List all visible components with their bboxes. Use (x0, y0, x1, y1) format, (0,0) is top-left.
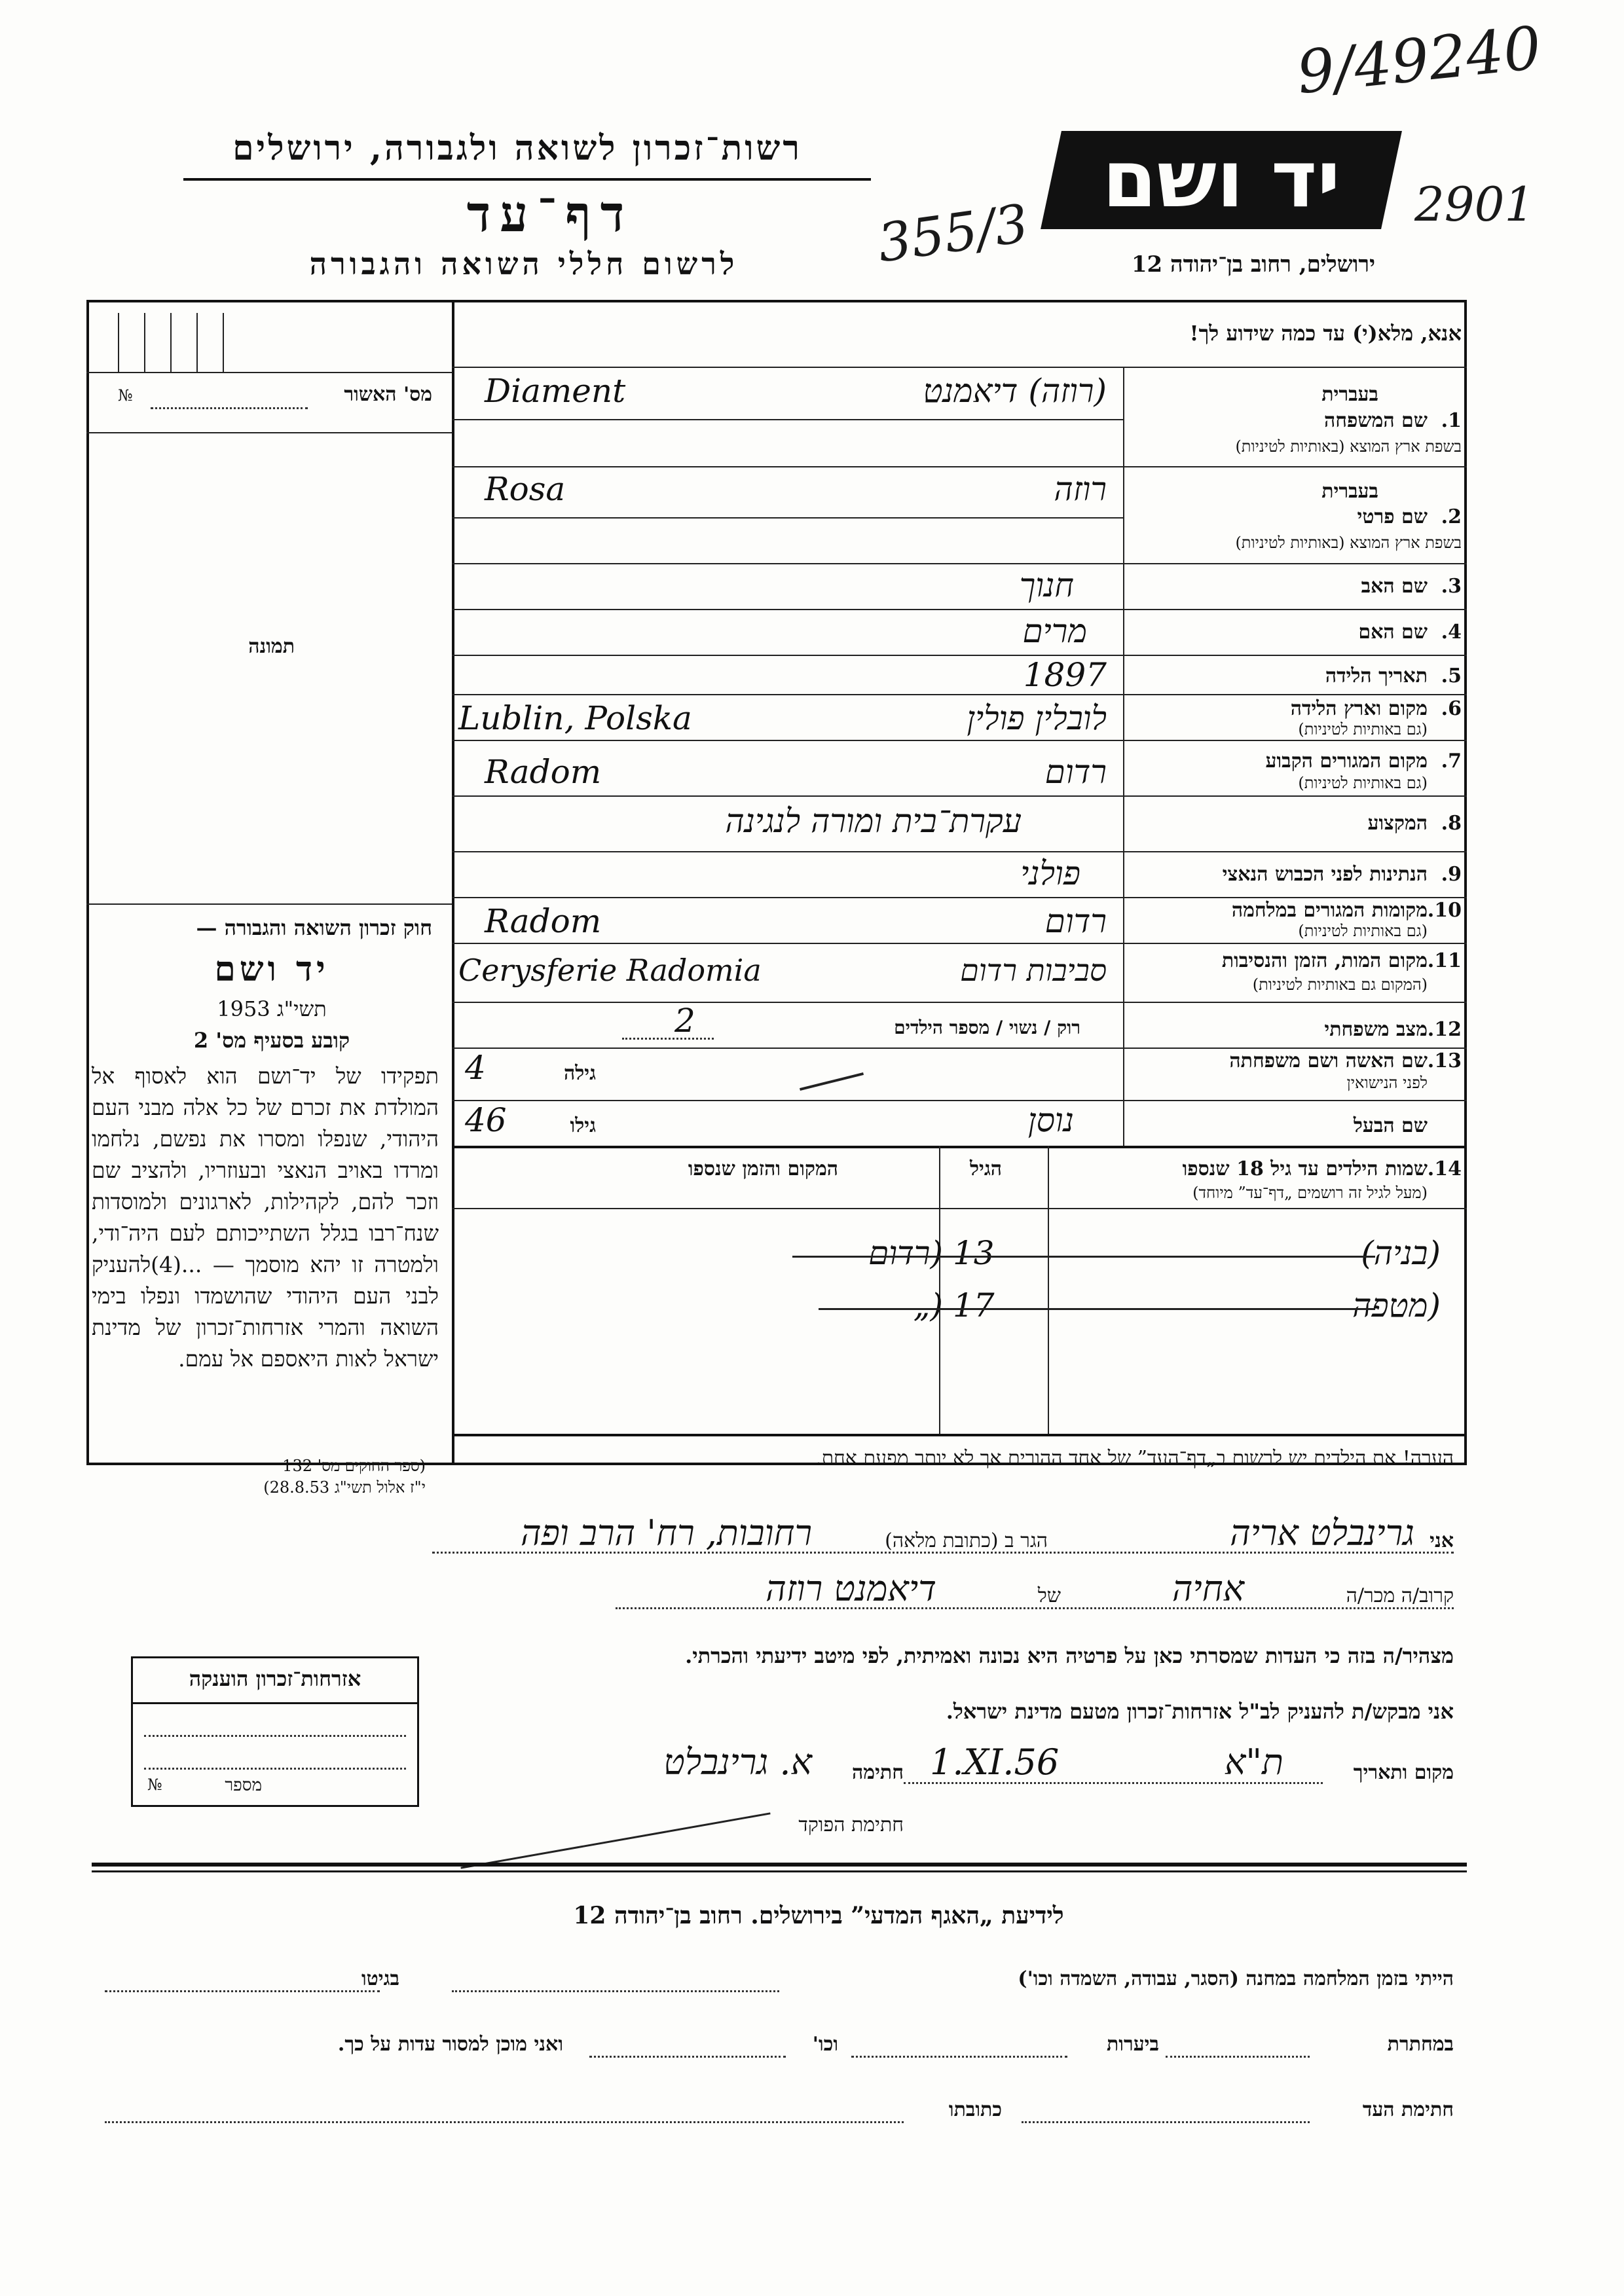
field-7-num: 7. (1441, 750, 1462, 773)
decl-place: ת"א (1224, 1741, 1283, 1783)
citizenship-number-label: מספר (225, 1776, 262, 1795)
field-8-num: 8. (1441, 812, 1462, 835)
decl-relative: קרוב/ה מכר/ה (1346, 1584, 1454, 1607)
children-header: שמות הילדים עד גיל 18 שנספו (1182, 1157, 1428, 1180)
field-11-num: 11. (1427, 949, 1462, 972)
footer-line1b: בגיטו (361, 1967, 399, 1990)
field-11-value-lat: Cerysferie Radomia (458, 953, 762, 988)
form-title: דף־עד (466, 185, 634, 243)
footer-line2b: ביערות (1106, 2033, 1159, 2056)
law-ref-1: (ספר החוקים מס' 132 (282, 1457, 426, 1475)
field-13-sub: לפני הנישואין (1346, 1074, 1428, 1092)
decl-i-label: אני (1430, 1529, 1454, 1552)
field-3-value: חנוך (1019, 566, 1074, 604)
field-5-num: 5. (1441, 665, 1462, 687)
field-1-hebrew-tag: בעברית (1321, 383, 1378, 406)
field-11-sub: (המקום גם באותיות לטיניות) (1252, 975, 1428, 994)
field-2-num: 2. (1441, 505, 1462, 528)
children-count: 2 (674, 1002, 695, 1040)
decl-of: של (1037, 1584, 1061, 1607)
children-age-header: הגיל (969, 1157, 1002, 1180)
field-2-hebrew-tag: בעברית (1321, 480, 1378, 503)
decl-place-date-label: מקום ותאריך (1353, 1761, 1454, 1784)
column-divider (452, 300, 454, 1465)
footer-line2d: ואני מוכן למסור עדות על כך. (337, 2033, 563, 2056)
child-2-strike (819, 1308, 1375, 1310)
wife-age-label: גילה (563, 1062, 596, 1085)
law-text: תפקידו של יד־ושם הוא לאסוף אל המולדת את זכרם של כל אלה מבני העם היהודי, שנפלו ומסרו את נפשם, נלחמו ומרדו באויב הנאצי ובעוזריו, ולהציב שם וזכר להם, לקהילות, לארגונים ולמוסדות שנח־רבו בגלל השתייכותם לעם היה־ודי, ולמטרה זו יהא מוסמך — ...(4)להעניק לבני העם היהודי שהושמדו ונפלו בימי השואה והמרי אזרחות־זכרון של מדינת ישראל לאות היאספם אל עמם. (92, 1063, 439, 1372)
address: ירושלים, רחוב בן־יהודה 12 (1131, 251, 1375, 278)
child-1-place: (רדום (868, 1234, 943, 1272)
authority-title: רשות־זכרון לשואה ולגבורה, ירושלים (232, 128, 802, 168)
field-1-label: שם המשפחה (1323, 409, 1428, 432)
field-12-num: 12. (1427, 1018, 1462, 1041)
approval-boxes (98, 313, 236, 372)
field-6-value-lat: Lublin, Polska (458, 699, 692, 737)
field-9-num: 9. (1441, 863, 1462, 886)
instruction: אנא, מלא(י) עד כמה שידוע לך! (1189, 321, 1462, 346)
approval-label: מס' האשור (344, 383, 432, 406)
field-2-sub: בשפת ארץ המוצא (באותיות לטיניות) (1235, 534, 1462, 552)
child-1-name: (בניה) (1361, 1234, 1441, 1272)
law-year: תשי"ג 1953 (217, 996, 327, 1021)
decl-resides: הגר ב (כתובת מלאה) (885, 1529, 1048, 1552)
children-header-sub: (מעל לגיל זה רושמים „דף־עד” מיוחד) (1192, 1184, 1428, 1202)
field-10-num: 10. (1427, 899, 1462, 922)
field-4-label: שם האם (1358, 621, 1428, 644)
decl-clerk-label: חתימת הפוקד (798, 1813, 904, 1836)
field-5-value: 1897 (1023, 656, 1107, 694)
decl-rel-value: אחיה (1172, 1568, 1244, 1609)
field-2-value-lat: Rosa (485, 470, 566, 508)
field-1-num: 1. (1441, 409, 1462, 432)
decl-of-value: דיאמנט רוזה (766, 1568, 936, 1609)
field-8-value: עקרת־בית ומורה לנגינה (725, 802, 1022, 840)
field-6-sub: (גם באותיות לטיניות) (1298, 720, 1428, 738)
child-1-age: 13 (953, 1234, 995, 1272)
law-title: חוק זכרון השואה והגבורה — (196, 915, 432, 940)
file-number: 355/3 (874, 192, 1032, 274)
husband-label: שם הבעל (1353, 1114, 1428, 1137)
field-11-label: מקום המות, הזמן והנסיבות (1221, 949, 1428, 972)
corner-number: 2901 (1414, 177, 1535, 232)
footer-line3a: חתימת העד (1362, 2098, 1454, 2121)
footer-divider (92, 1863, 1467, 1867)
footer-line2c: וכו' (812, 2033, 838, 2056)
field-6-num: 6. (1441, 697, 1462, 720)
field-10-value-he: רדום (1044, 902, 1107, 940)
field-1-sub: בשפת ארץ המוצא (באותיות לטיניות) (1235, 437, 1462, 456)
field-1-value-lat: Diament (485, 372, 626, 410)
wife-age: 4 (465, 1049, 486, 1087)
decl-signature-label: חתימה (852, 1761, 904, 1784)
field-9-value: פולני (1020, 854, 1080, 892)
child-2-place: („ (913, 1286, 943, 1324)
field-6-label: מקום וארץ הלידה (1290, 697, 1428, 720)
husband-age-label: גילו (570, 1114, 596, 1137)
field-4-num: 4. (1441, 621, 1462, 644)
photo-label: תמונה (248, 635, 295, 658)
field-7-sub: (גם באותיות לטיניות) (1298, 774, 1428, 792)
decl-i-name: גרינבלט אריה (1230, 1512, 1414, 1554)
field-12-label: מצב משפחתי (1324, 1018, 1428, 1041)
field-7-value-lat: Radom (485, 753, 602, 791)
field-10-label: מקומות המגורים במלחמה (1231, 899, 1428, 922)
authority-underline (183, 178, 871, 181)
logo-text: יד ושם (1102, 134, 1340, 225)
law-clause: קובע בסעיף מס' 2 (193, 1028, 350, 1053)
children-num: 14. (1427, 1157, 1462, 1180)
law-ref-2: י"ז אלול תשי"ג 28.8.53) (263, 1478, 426, 1497)
stamp-number: 9/49240 (1293, 13, 1545, 108)
husband-name: נוסן (1027, 1101, 1074, 1139)
logo (1041, 131, 1402, 229)
field-13-num: 13. (1427, 1049, 1462, 1072)
field-9-label: הנתינות לפני הכבוש הנאצי (1222, 863, 1428, 886)
field-5-label: תאריך הלידה (1325, 665, 1428, 687)
field-3-num: 3. (1441, 575, 1462, 598)
citizenship-title: אזרחות־זכרון הוענקה (189, 1666, 361, 1691)
footer-line2a: במחתרת (1387, 2033, 1454, 2056)
decl-address: רחובות, רח' הרב ופה (521, 1512, 812, 1554)
field-13-label: שם האשה ושם משפחתה (1229, 1049, 1428, 1072)
field-8-label: המקצוע (1367, 812, 1428, 835)
field-7-value-he: רדום (1044, 753, 1107, 791)
law-name: יד ושם (214, 949, 329, 989)
decl-signature: א. גרינבלט (663, 1741, 812, 1783)
field-6-value-he: לובלין פולין (967, 699, 1107, 737)
field-1-value-he: (רוזה) דיאמנט (923, 372, 1107, 410)
field-11-value-he: סביבות רדום (960, 953, 1107, 988)
decl-text: מצהיר/ה בזה כי העדות שמסרתי כאן על פרטיה היא נכונה ואמיתית, לפי מיטב ידיעתי והכרתי. (685, 1643, 1454, 1668)
footer-line1a: הייתי בזמן המלחמה במחנה (הסגר, עבודה, השמדה וכו') (1018, 1967, 1454, 1990)
field-10-sub: (גם באותיות לטיניות) (1298, 922, 1428, 940)
approval-no: № (118, 386, 133, 405)
field-10-value-lat: Radom (485, 902, 602, 940)
citizenship-number-sym: № (147, 1776, 162, 1794)
field-2-value-he: רוזה (1054, 470, 1107, 508)
children-place-header: המקום והזמן שנספו (688, 1157, 838, 1180)
child-2-name: (מטפה (1352, 1286, 1441, 1324)
child-2-age: 17 (953, 1286, 995, 1324)
field-4-value: מרים (1022, 612, 1087, 650)
marital-options: רוק / נשוי / מספר הילדים (894, 1017, 1080, 1038)
field-3-label: שם האב (1361, 575, 1428, 598)
footer-line3b: כתובתו (948, 2098, 1002, 2121)
decl-date: 1.XI.56 (930, 1741, 1060, 1783)
husband-age: 46 (465, 1101, 507, 1139)
form-subtitle: לרשום חללי השואה והגבורה (309, 246, 739, 282)
footer-info: לידיעת „האגף המדעי” בירושלים. רחוב בן־יהודה 12 (573, 1902, 1064, 1929)
field-7-label: מקום המגורים הקבוע (1265, 750, 1428, 773)
decl-request: אני מבקש/ת להעניק לב"ל אזרחות־זכרון מטעם מדינת ישראל. (946, 1699, 1454, 1724)
field-2-label: שם פרטי (1357, 505, 1428, 528)
note: הערה! את הילדים יש לרשום ב„דף־העד” של אחד ההורים אך לא יותר מפעם אחת. (815, 1447, 1454, 1470)
child-1-strike (792, 1256, 1375, 1258)
